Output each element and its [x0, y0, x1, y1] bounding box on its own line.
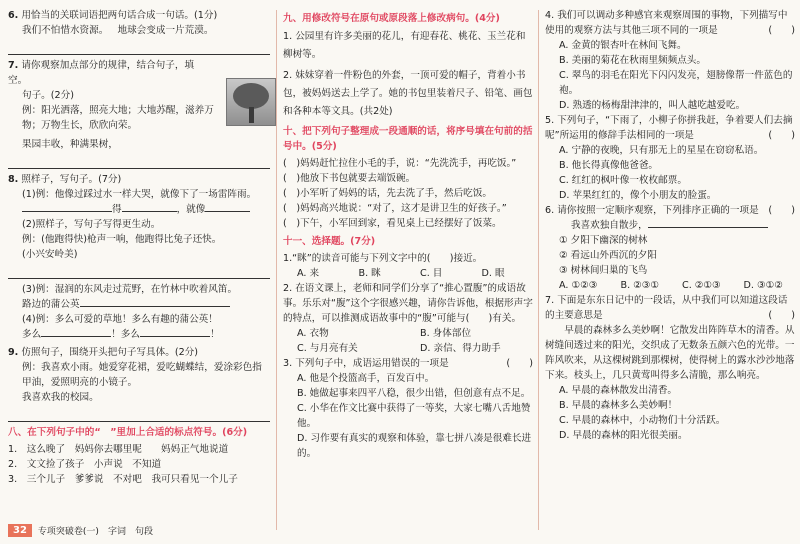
option-b[interactable]: B. ②③①	[620, 280, 659, 291]
option-c[interactable]: C. 早晨的森林中，小动物们十分活跃。	[559, 415, 726, 426]
option-d[interactable]: D. 眼	[481, 268, 505, 279]
page-number: 32	[8, 524, 32, 537]
answer-blank[interactable]	[140, 336, 210, 337]
answer-line[interactable]	[8, 155, 270, 169]
punctuation-item-3[interactable]: 3. 三个儿子 爹爹说 不对吧 我可只看见一个儿子	[8, 474, 238, 485]
mc-options	[283, 341, 533, 356]
option-a[interactable]: A. 早晨的森林散发出清香。	[559, 385, 678, 396]
option-b[interactable]: B. 身体部位	[420, 328, 472, 339]
answer-line[interactable]	[8, 265, 270, 279]
answer-blank[interactable]	[80, 306, 230, 307]
column-right	[545, 8, 795, 443]
order-item[interactable]: ( )下午，小军回到家，看见桌上已经摆好了饭菜。	[283, 218, 502, 229]
option-a[interactable]: A. 衣物	[297, 328, 329, 339]
correction-item-1[interactable]: 1. 公园里有许多美丽的花儿，有迎春花、桃花、玉兰花和柳树等。	[283, 31, 526, 60]
page-footer	[8, 524, 153, 537]
option-c[interactable]: C. 目	[420, 268, 443, 279]
mc-question-6: 6. 请你按照一定顺序观察，下列排序正确的一项是	[545, 205, 759, 216]
answer-blank[interactable]	[41, 336, 111, 337]
section-9-title: 九、用修改符号在原句或原段落上修改病句。(4分)	[283, 13, 500, 24]
answer-paren[interactable]: ( )	[768, 130, 795, 141]
question-8	[8, 172, 270, 342]
option-a[interactable]: A. 金黄的银杏叶在林间飞舞。	[559, 40, 687, 51]
mc-options	[545, 278, 795, 293]
sentence-b: 地球会变成一片荒漠。	[117, 25, 214, 36]
answer-blank[interactable]	[122, 211, 177, 212]
section-8-title: 八、在下列句子中的“ ”里加上合适的标点符号。(6分)	[8, 427, 248, 438]
question-text: 请你观察加点部分的规律，结合句子，填空。	[8, 60, 195, 86]
section-10-title: 十、把下列句子整理成一段通顺的话，将序号填在句前的括号中。(5分)	[283, 126, 533, 152]
fill-text: 多么	[22, 329, 42, 340]
column-divider	[276, 10, 277, 530]
passage-start: 我喜欢独自散步，	[571, 220, 648, 231]
option-b[interactable]: B. 他长得真像他爸爸。	[559, 160, 659, 171]
order-item[interactable]: ( )妈妈高兴地说：“对了，这才是讲卫生的好孩子。”	[283, 203, 507, 214]
option-d[interactable]: D. ③①②	[743, 280, 783, 291]
option-b[interactable]: B. 她做起事来四平八稳，很少出错，但创意有点不足。	[297, 388, 531, 399]
mc-question-4: 4. 我们可以调动多种感官来观察周围的事物，下列描写中使用的观察方法与其他三项不同的一项是	[545, 10, 788, 36]
answer-blank[interactable]	[22, 211, 112, 212]
option-a[interactable]: A. 来	[297, 268, 320, 279]
answer-blank[interactable]	[648, 227, 768, 228]
question-number: 8.	[8, 174, 19, 185]
question-number: 6.	[8, 10, 19, 21]
question-text: 照样子，写句子。(7分)	[21, 174, 122, 185]
mc-question-2: 2. 在语文课上，老师和同学们分享了“推心置腹”的成语故事。乐乐对“腹”这个字很感兴趣，请你告诉他，根据形声字的特点，可以推测成语故事中的“腹”可能与( )有关。	[283, 283, 533, 324]
question-number: 7.	[8, 60, 19, 71]
question-6	[8, 8, 270, 55]
option-c[interactable]: C. 红红的枫叶像一枚枚邮票。	[559, 175, 687, 186]
mc-options	[283, 326, 533, 341]
answer-line[interactable]	[8, 41, 270, 55]
option-b[interactable]: B. 美丽的菊花在秋雨里频频点头。	[559, 55, 706, 66]
mc-question-1: 1.“眯”的读音可能与下列文字中的( )接近。	[283, 253, 483, 264]
option-d[interactable]: D. 亲信、得力助手	[420, 343, 501, 354]
option-d[interactable]: D. 苹果红红的，像个小朋友的脸蛋。	[559, 190, 717, 201]
sub-question-2: (2)照样子，写句子写得更生动。	[22, 219, 161, 230]
column-left	[8, 8, 270, 487]
fill-text: ，就像	[176, 204, 206, 215]
mc-question-7: 7. 下面是东东日记中的一段话，从中我们可以知道这段话的主要意思是	[545, 295, 788, 321]
option-a[interactable]: A. ①②③	[559, 280, 598, 291]
mc-options	[283, 266, 533, 281]
footer-label: 专项突破卷(一) 字词 句段	[37, 527, 153, 537]
fill-text: 得	[112, 204, 122, 215]
mc-question-5: 5. 下列句子，“下雨了，小柳子你拼我赶，争着要人们去摘呢”所运用的修辞手法相同的一项是	[545, 115, 793, 141]
correction-item-2[interactable]: 2. 妹妹穿着一件粉色的外套，一顶可爱的帽子，背着小书包，被妈妈送去上学了。她的书包里装着尺子、铅笔、画包和各种本等文具。(共2处)	[283, 70, 533, 117]
column-divider	[538, 10, 539, 530]
fill-text: 路边的蒲公英	[22, 299, 80, 310]
option-d[interactable]: D. 习作要有真实的观察和体验，靠七拼八凑是很难长进的。	[297, 433, 532, 459]
option-c[interactable]: C. 小华在作文比赛中获得了一等奖，大家七嘴八舌地赞他。	[297, 403, 531, 429]
option-c[interactable]: C. ②①③	[682, 280, 721, 291]
answer-paren[interactable]: ( )	[768, 25, 795, 36]
option-a[interactable]: A. 他是个投篮高手，百发百中。	[297, 373, 435, 384]
column-middle	[283, 8, 533, 461]
option-c[interactable]: C. 与月亮有关	[297, 343, 358, 354]
answer-paren[interactable]: ( )	[506, 358, 533, 369]
answer-paren[interactable]: ( )	[768, 205, 795, 216]
answer-line[interactable]	[8, 408, 270, 422]
mc-question-3: 3. 下列句子中，成语运用错误的一项是	[283, 358, 449, 369]
fill-prompt: (小兴安岭美)	[22, 249, 78, 260]
answer-blank[interactable]	[205, 211, 250, 212]
sub-question-1: (1)例：他像过踩过水一样大哭，就像下了一场雷阵雨。	[22, 189, 257, 200]
sub-question-3: (3)例：湿润的东风走过荒野，在竹林中吹着风笛。	[22, 284, 238, 295]
option-a[interactable]: A. 宁静的夜晚，只有那无上的星星在窃窃私语。	[559, 145, 764, 156]
punctuation-item-1[interactable]: 1. 这么晚了 妈妈你去哪里呢 妈妈正气地说道	[8, 444, 229, 455]
option-b[interactable]: B. 早晨的森林多么美妙啊！	[559, 400, 678, 411]
fill-prompt: 果园丰收，种满果树，	[22, 139, 118, 150]
sequence-item: ③ 树林间归巢的飞鸟	[559, 265, 648, 276]
question-number: 9.	[8, 347, 19, 358]
order-item[interactable]: ( )妈妈赶忙拉住小毛的手，说：“先洗洗手，再吃饭。”	[283, 158, 517, 169]
question-text-cont: 句子。(2分)	[22, 90, 74, 101]
fill-text: ！多么	[111, 329, 140, 340]
question-text: 用恰当的关联词语把两句话合成一句话。(1分)	[21, 10, 218, 21]
sequence-item: ② 看远山外西沉的夕阳	[559, 250, 657, 261]
option-c[interactable]: C. 翠鸟的羽毛在阳光下闪闪发亮，翅膀像帮一件蓝色的袍。	[559, 70, 793, 96]
order-item[interactable]: ( )他放下书包就要去端饭碗。	[283, 173, 416, 184]
sub-question-4: (4)例：多么可爱的草地！多么有趣的蒲公英！	[22, 314, 218, 325]
tree-image	[226, 78, 276, 126]
option-b[interactable]: B. 眯	[358, 268, 381, 279]
question-9	[8, 345, 270, 422]
diary-passage: 早晨的森林多么美妙啊！它散发出阵阵草木的清香。从树缝间透过来的阳光，交织成了无数条五颜六色的光带。一阵风吹来，从这棵树跳到那棵树，使得树上的露水沙沙地落下来。枝头上，几只黄莺叫得多么清脆，那么响亮。	[545, 325, 795, 381]
punctuation-item-2[interactable]: 2. 文文捡了孩子 小声说 不知道	[8, 459, 162, 470]
question-text: 仿照句子，围绕开头把句子写具体。(2分)	[21, 347, 199, 358]
example-sentence: 例：(他跑得快)枪声一响，他跑得比兔子还快。	[22, 234, 222, 245]
section-11-title: 十一、选择题。(7分)	[283, 236, 376, 247]
answer-paren[interactable]: ( )	[768, 310, 795, 321]
sequence-item: ① 夕阳下幽深的树林	[559, 235, 648, 246]
order-item[interactable]: ( )小军听了妈妈的话，先去洗了手，然后吃饭。	[283, 188, 492, 199]
sentence-a: 我们不怕惜水资源。	[22, 25, 109, 36]
example-sentence: 例：阳光洒落，照亮大地；大地苏醒，滋养万物；万物生长，欣欣向荣。	[22, 105, 214, 131]
option-d[interactable]: D. 熟透的杨梅甜津津的，叫人越吃越爱吃。	[559, 100, 746, 111]
fill-prompt: 我喜欢我的校园。	[22, 392, 99, 403]
option-d[interactable]: D. 早晨的森林的阳光很美丽。	[559, 430, 688, 441]
example-sentence: 例：我喜欢小雨。她爱穿花裙，爱吃蝴蝶结，爱涂彩色指甲油，爱照明亮的小镜子。	[22, 362, 262, 388]
fill-text: ！	[209, 329, 220, 340]
